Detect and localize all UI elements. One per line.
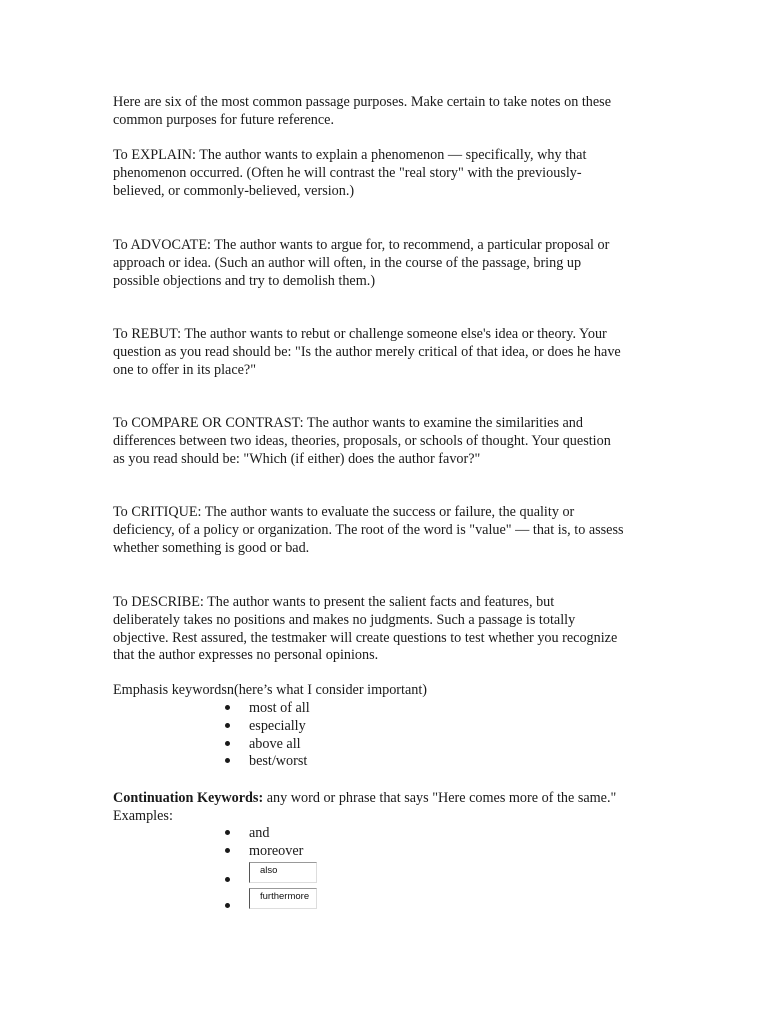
bullet-icon	[225, 848, 230, 853]
bullet-icon	[225, 723, 230, 728]
list-item	[225, 843, 303, 861]
bullet-icon	[225, 741, 230, 746]
list-item	[225, 700, 310, 718]
text-line: common purposes for future reference.	[113, 111, 334, 128]
list-item	[225, 753, 310, 771]
text-line: differences between two ideas, theories, proposals, or schools of thought. Your question	[113, 432, 611, 449]
compare-paragraph	[113, 415, 673, 468]
text-line: that the author expresses no personal opinions.	[113, 647, 379, 664]
bullet-icon	[225, 758, 230, 763]
bullet-icon	[225, 903, 230, 908]
text-line: whether something is good or bad.	[113, 539, 310, 556]
emphasis-keyword-list	[225, 700, 310, 771]
continuation-heading	[113, 790, 673, 826]
list-item	[225, 887, 310, 913]
list-item-label: moreover	[249, 842, 304, 859]
list-item-label: most of all	[249, 700, 310, 716]
text-line: To REBUT: The author wants to rebut or challenge someone else's idea or theory. Your	[113, 326, 607, 342]
text-line: as you read should be: "Which (if either) does the author favor?"	[113, 450, 481, 467]
text-line: To CRITIQUE: The author wants to evaluate the success or failure, the quality or	[113, 504, 575, 520]
text-line: deliberately takes no positions and makes no judgments. Such a passage is totally	[113, 611, 576, 628]
bullet-icon	[225, 705, 230, 710]
bullet-icon	[225, 830, 230, 835]
text-line: To EXPLAIN: The author wants to explain a phenomenon — specifically, why that	[113, 147, 587, 163]
text-line: Here are six of the most common passage purposes. Make certain to take notes on these	[113, 94, 611, 110]
list-item-label: best/worst	[249, 753, 308, 770]
emphasis-heading	[113, 682, 673, 700]
continuation-keyword-list	[225, 825, 310, 913]
text-line: To ADVOCATE: The author wants to argue for, to recommend, a particular proposal or	[113, 237, 610, 253]
describe-paragraph	[113, 594, 673, 665]
critique-paragraph	[113, 504, 673, 557]
text-line: deficiency, of a policy or organization. The root of the word is "value" — that is, to assess	[113, 521, 624, 538]
text-line: possible objections and try to demolish them.)	[113, 272, 376, 289]
list-item	[225, 825, 303, 843]
list-item-label: above all	[249, 735, 301, 752]
keyword-text-box: also	[249, 862, 317, 883]
text-line: Emphasis keywordsn(here’s what I consider important)	[113, 682, 428, 698]
bullet-icon	[225, 877, 230, 882]
text-line: one to offer in its place?"	[113, 361, 257, 378]
continuation-keywords-label: Continuation Keywords:	[113, 790, 264, 806]
rebut-paragraph	[113, 326, 673, 379]
text-line: To DESCRIBE: The author wants to present the salient facts and features, but	[113, 594, 555, 610]
keyword-text-box: furthermore	[249, 888, 317, 909]
continuation-description: any word or phrase that says "Here comes more of the same."	[263, 790, 617, 806]
examples-label: Examples:	[113, 807, 173, 824]
text-line: phenomenon occurred. (Often he will contrast the "real story" with the previously-	[113, 164, 582, 181]
list-item	[225, 861, 303, 887]
list-item-label: and	[249, 825, 270, 841]
text-line: question as you read should be: "Is the author merely critical of that idea, or does he have	[113, 343, 621, 360]
text-line: objective. Rest assured, the testmaker will create questions to test whether you recognize	[113, 629, 618, 646]
intro-paragraph	[113, 94, 673, 130]
advocate-paragraph	[113, 237, 673, 290]
text-line: believed, or commonly-believed, version.)	[113, 182, 355, 199]
text-line	[113, 790, 673, 808]
explain-paragraph	[113, 147, 673, 200]
list-item	[225, 736, 310, 754]
text-line: To COMPARE OR CONTRAST: The author wants to examine the similarities and	[113, 415, 583, 431]
list-item-label: especially	[249, 717, 306, 734]
list-item	[225, 718, 310, 736]
text-line: approach or idea. (Such an author will often, in the course of the passage, bring up	[113, 254, 582, 271]
